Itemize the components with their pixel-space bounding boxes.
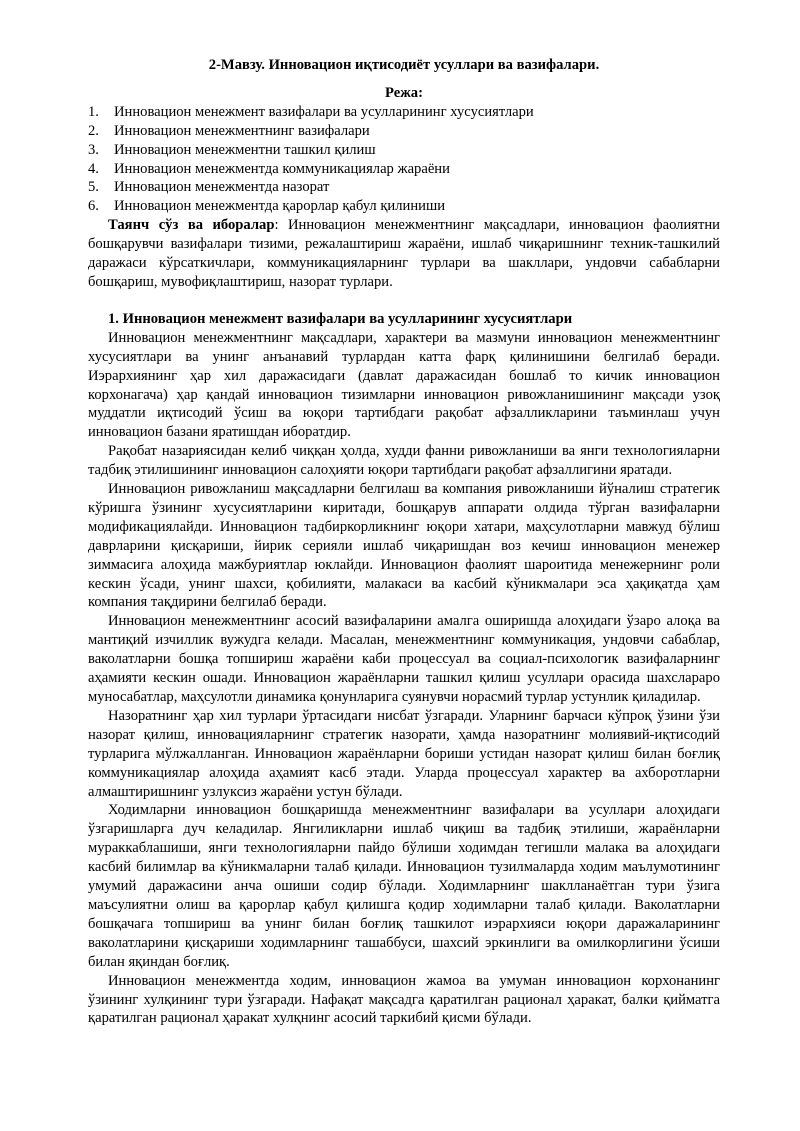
plan-item-text: Инновацион менежментни ташкил қилиш xyxy=(114,141,376,158)
body-paragraph: Назоратнинг ҳар хил турлари ўртасидаги нисбат ўзгаради. Уларнинг барчаси кўпроқ ўзини ўзи назорат қилиш, инновацияларнинг стратегик назорати, ҳамда назоратнинг молиявий-иқтисодий турларига мўлжалланган. Инновацион жараёнларни бориши устидан назорат қилиш билан боғлиқ коммуникациялар алоҳида аҳамият касб этади. Уларда процессуал характер ва ахборотларни алмаштиришнинг узлуксиз жараёни устун бўлади. xyxy=(88,707,720,800)
plan-item-number: 5. xyxy=(88,179,99,196)
keywords-label: Таянч сўз ва иборалар xyxy=(108,217,275,234)
body-paragraph: Инновацион менежментнинг мақсадлари, характери ва мазмуни инновацион менежментнинг хусусиятлари ва унинг анъанавий турлардан катта фарқ қилинишини белгилаб беради. Иэрархиянинг ҳар хил даражасидаги (давлат даражасидан бошлаб то кичик инновацион корхонагача) ҳар қандай инновацион тизимларни инновацион ривожланишининг мақсади узоқ муддатли иқтисодий ўсиш ва юқори тартибдаги рақобат афзалликларини таъминлаш учун инновацион базани яратишдан иборатдир. xyxy=(88,329,720,441)
body-paragraph: Инновацион менежментнинг асосий вазифаларини амалга оширишда алоҳидаги ўзаро алоқа ва мантиқий изчиллик вужудга келади. Масалан, менежментнинг коммуникация, ундовчи сабаблар, ваколатларни бошқа топшириш жараёни каби процессуал ва социал-психологик вазифаларнинг аҳамияти кескин ошади. Инновацион жараёнларни ташкил қилиш усуллари орасида шахслараро муносабатлар, маҳсулотли динамика қонунларига суянувчи норасмий турлар устунлик қиладилар. xyxy=(88,613,720,705)
plan-list xyxy=(88,103,720,216)
plan-item-text: Инновацион менежментнинг вазифалари xyxy=(114,122,370,139)
plan-item xyxy=(88,197,720,216)
plan-item-number: 2. xyxy=(88,122,99,139)
keywords-text: : Инновацион менежментнинг мақсадлари, инновацион фаолиятни бошқарувчи вазифалари тизими, режалаштириш жараёни, ишлаб чиқаришнинг техник-ташкилий даражаси кўрсаткичлари, коммуникацияларнинг турлари ва шакллари, ундовчи сабабларни бошқариш, мувофиқлаштириш, назорат турлари. xyxy=(88,217,720,290)
plan-item-number: 4. xyxy=(88,160,99,177)
plan-item xyxy=(88,160,720,179)
plan-item-number: 3. xyxy=(88,141,99,158)
plan-item-number: 6. xyxy=(88,198,99,215)
plan-item xyxy=(88,122,720,141)
plan-item-text: Инновацион менежментда назорат xyxy=(114,179,330,196)
plan-item xyxy=(88,178,720,197)
plan-item-text: Инновацион менежментда коммуникациялар жараёни xyxy=(114,160,450,177)
plan-item-text: Инновацион менежментда қарорлар қабул қилиниши xyxy=(114,198,446,215)
body-paragraph: Инновацион менежментда ходим, инновацион жамоа ва умуман инновацион корхонанинг ўзининг хулқининг тури ўзгаради. Нафақат мақсадга қаратилган рационал ҳаракат, балки қийматга қаратилган рационал ҳаракат хулқнинг асосий таркибий қисми бўлади. xyxy=(88,972,720,1027)
section-heading-text: 1. Инновацион менежмент вазифалари ва усулларининг хусусиятлари xyxy=(108,310,573,327)
body-paragraph: Инновацион ривожланиш мақсадларни белгилаш ва компания ривожланиши йўналиш стратегик кўришга ўзининг хусусиятларини киритади, бошқарув аппарати олдида тўрган вазифаларни модификациялайди. Инновацион тадбиркорликнинг юқори хатари, маҳсулотларни мавжуд бўлиш даврларини қисқариши, йирик серияли ишлаб чиқаришдан воз кечиш инновацион менежер зиммасига алоҳида мажбуриятлар юклайди. Инновацион фаолият шароитида менежернинг роли кескин ўсади, унинг шахси, қобилияти, малакаси ва касбий кўникмалари эса ҳақиқатда ҳам компания тақдирини белгилаб беради. xyxy=(88,481,720,611)
plan-item-text: Инновацион менежмент вазифалари ва усулларининг хусусиятлари xyxy=(114,103,534,120)
body-paragraph: Рақобат назариясидан келиб чиққан ҳолда, худди фанни ривожланиши ва янги технологияларни тадбиқ этилишининг инновацион салоҳияти юқори тартибдаги рақобат афзаллигини яратади. xyxy=(88,443,720,479)
section-heading xyxy=(88,310,720,329)
body-paragraph: Ходимларни инновацион бошқаришда менежментнинг вазифалари ва усуллари алоҳидаги ўзгаришларга дуч келадилар. Янгиликларни ишлаб чиқиш ва тадбиқ этилиши, жараёнларни мураккаблашиши, янги технологияларни пайдо бўлиши ходимдан тегишли малака ва алоҳидаги касбий билимлар ва кўникмаларни талаб қилади. Инновацион тузилмаларда ходим маълумотининг умумий даражасини анча ошиши содир бўлади. Ходимларнинг шаклланаётган тури ўзига маъсулиятни олиш ва қарорлар қабул қилишга қодир ходимларни талаб қилади. Ваколатларни бошқачага топшириш ва унинг билан боғлиқ ташкилот иэрархияси юқори даражаларининг ваколатларини қисқариши ходимларнинг ташаббуси, шахсий эркинлиги ва омилкорлигини ўсиши билан яқиндан боғлиқ. xyxy=(88,802,720,970)
plan-item xyxy=(88,103,720,122)
plan-item xyxy=(88,141,720,160)
document-title: 2-Мавзу. Инновацион иқтисодиёт усуллари ва вазифалари. xyxy=(208,57,600,73)
keywords-paragraph xyxy=(88,216,720,292)
plan-heading: Режа: xyxy=(385,84,423,101)
plan-item-number: 1. xyxy=(88,103,99,120)
